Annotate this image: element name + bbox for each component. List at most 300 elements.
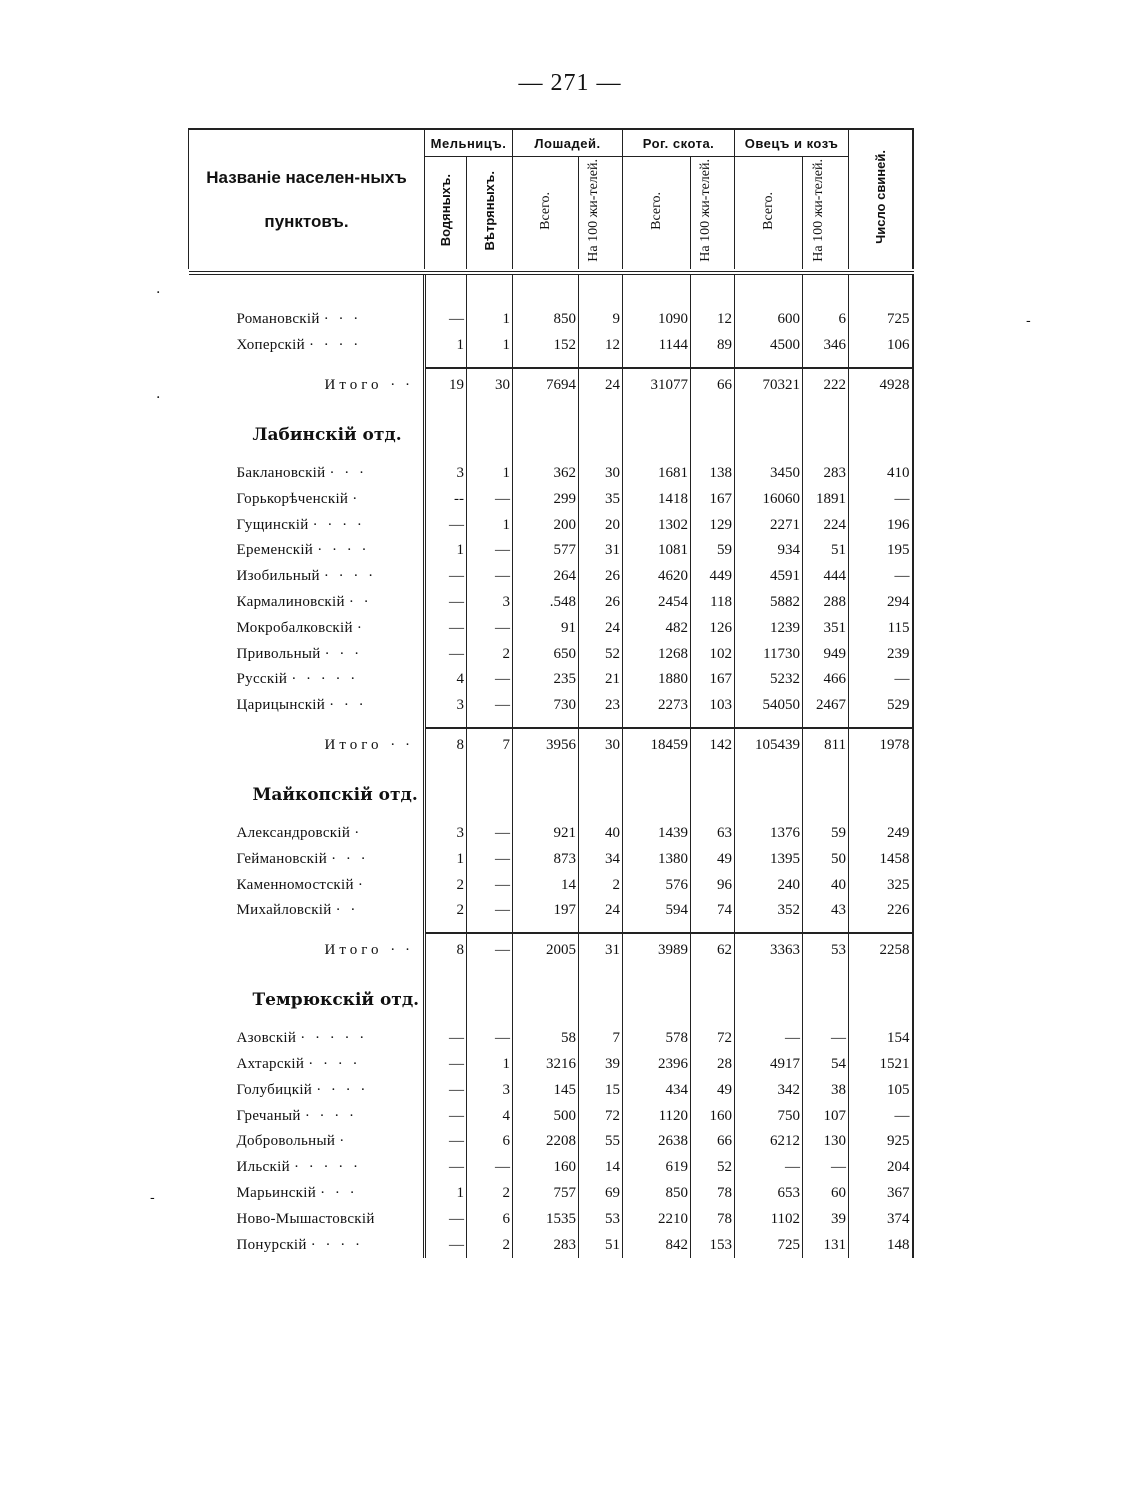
cell-cattle: 842: [623, 1232, 691, 1258]
cell-sheep100: 811: [803, 728, 849, 763]
table-row: [189, 307, 913, 333]
cell-cattle100: 103: [691, 693, 735, 719]
cell-water: 3: [425, 821, 467, 847]
cell-wind: 1: [467, 512, 513, 538]
cell-water: 1: [425, 1181, 467, 1207]
cell-horses: 283: [513, 1232, 579, 1258]
cell-sheep100: 346: [803, 333, 849, 359]
settlement-name: Привольный · · ·: [189, 641, 425, 667]
cell-water: —: [425, 307, 467, 333]
cell-horses: 299: [513, 486, 579, 512]
cell-horses100: 24: [579, 368, 623, 403]
cell-wind: 3: [467, 1077, 513, 1103]
cell-pigs: 374: [849, 1206, 913, 1232]
settlement-name: Изобильный · · · ·: [189, 564, 425, 590]
cell-cattle100: 59: [691, 538, 735, 564]
cell-cattle100: 126: [691, 615, 735, 641]
cell-cattle: 1880: [623, 667, 691, 693]
cell-water: 1: [425, 846, 467, 872]
settlement-name: Александровскій ·: [189, 821, 425, 847]
settlement-name: Баклановскій · · ·: [189, 461, 425, 487]
table-row: [189, 461, 913, 487]
cell-sheep: 352: [735, 898, 803, 924]
cell-sheep: 54050: [735, 693, 803, 719]
cell-sheep: 725: [735, 1232, 803, 1258]
cell-cattle: 2638: [623, 1129, 691, 1155]
cell-wind: 6: [467, 1206, 513, 1232]
cell-cattle: 576: [623, 872, 691, 898]
cell-wind: 2: [467, 1232, 513, 1258]
cell-horses100: 53: [579, 1206, 623, 1232]
cell-sheep: 653: [735, 1181, 803, 1207]
settlement-name: Русскій · · · · ·: [189, 667, 425, 693]
cell-pigs: 195: [849, 538, 913, 564]
margin-dot: ·: [156, 285, 161, 301]
cell-horses: 1535: [513, 1206, 579, 1232]
cell-water: 1: [425, 333, 467, 359]
section-title: Майкопскій отд.: [189, 763, 425, 809]
cell-cattle100: 28: [691, 1052, 735, 1078]
settlement-name: Михайловскій · ·: [189, 898, 425, 924]
cell-cattle100: 63: [691, 821, 735, 847]
cell-horses100: 24: [579, 615, 623, 641]
cell-horses: 7694: [513, 368, 579, 403]
cell-cattle100: 72: [691, 1026, 735, 1052]
cell-water: 3: [425, 461, 467, 487]
cell-cattle: 2210: [623, 1206, 691, 1232]
settlement-name: Добровольный ·: [189, 1129, 425, 1155]
cell-wind: 1: [467, 461, 513, 487]
cell-cattle: 1144: [623, 333, 691, 359]
cell-horses100: 7: [579, 1026, 623, 1052]
cell-sheep100: 130: [803, 1129, 849, 1155]
cell-water: —: [425, 1155, 467, 1181]
cell-horses: 757: [513, 1181, 579, 1207]
settlement-name: Мокробалковскій ·: [189, 615, 425, 641]
cell-cattle100: 118: [691, 590, 735, 616]
cell-pigs: 154: [849, 1026, 913, 1052]
cell-cattle: 850: [623, 1181, 691, 1207]
cell-sheep: 4917: [735, 1052, 803, 1078]
cell-cattle100: 66: [691, 1129, 735, 1155]
cell-horses: 730: [513, 693, 579, 719]
header-sheep-per100: На 100 жи-телей.: [803, 157, 849, 270]
cell-horses: 264: [513, 564, 579, 590]
margin-dot: -: [1026, 313, 1031, 329]
cell-pigs: 226: [849, 898, 913, 924]
table-row: [189, 1026, 913, 1052]
table-row: [189, 821, 913, 847]
cell-sheep100: 6: [803, 307, 849, 333]
cell-horses: 91: [513, 615, 579, 641]
cell-pigs: 1458: [849, 846, 913, 872]
cell-sheep: 934: [735, 538, 803, 564]
cell-wind: 4: [467, 1103, 513, 1129]
cell-sheep100: 283: [803, 461, 849, 487]
total-row: [189, 933, 913, 968]
cell-cattle: 578: [623, 1026, 691, 1052]
cell-horses100: 30: [579, 461, 623, 487]
cell-sheep100: 131: [803, 1232, 849, 1258]
cell-cattle: 2273: [623, 693, 691, 719]
settlement-name: Итого · ·: [189, 933, 425, 968]
cell-horses: 2208: [513, 1129, 579, 1155]
cell-horses100: 51: [579, 1232, 623, 1258]
cell-horses100: 34: [579, 846, 623, 872]
cell-wind: —: [467, 615, 513, 641]
header-group-horses: Лошадей.: [513, 129, 623, 157]
cell-sheep: 70321: [735, 368, 803, 403]
cell-sheep100: 59: [803, 821, 849, 847]
cell-wind: —: [467, 872, 513, 898]
header-group-mills: Мельницъ.: [425, 129, 513, 157]
cell-pigs: —: [849, 667, 913, 693]
cell-cattle: 482: [623, 615, 691, 641]
cell-sheep100: 444: [803, 564, 849, 590]
settlement-name: Итого · ·: [189, 368, 425, 403]
cell-cattle: 1380: [623, 846, 691, 872]
cell-sheep: 240: [735, 872, 803, 898]
table-row: [189, 615, 913, 641]
settlement-name: Итого · ·: [189, 728, 425, 763]
cell-sheep: 11730: [735, 641, 803, 667]
header-water-mills: Водяныхъ.: [425, 157, 467, 270]
cell-cattle100: 66: [691, 368, 735, 403]
cell-sheep100: —: [803, 1155, 849, 1181]
cell-horses100: 20: [579, 512, 623, 538]
spacer-row: [189, 273, 913, 307]
table-row: [189, 1155, 913, 1181]
cell-cattle: 1120: [623, 1103, 691, 1129]
cell-pigs: 204: [849, 1155, 913, 1181]
cell-cattle: 31077: [623, 368, 691, 403]
cell-wind: 6: [467, 1129, 513, 1155]
cell-sheep100: 351: [803, 615, 849, 641]
table-row: [189, 1206, 913, 1232]
cell-water: 8: [425, 933, 467, 968]
cell-horses100: 9: [579, 307, 623, 333]
cell-sheep100: 54: [803, 1052, 849, 1078]
cell-pigs: 105: [849, 1077, 913, 1103]
cell-sheep: 1102: [735, 1206, 803, 1232]
total-row: [189, 368, 913, 403]
cell-horses: 921: [513, 821, 579, 847]
cell-cattle100: 12: [691, 307, 735, 333]
cell-water: —: [425, 1103, 467, 1129]
cell-cattle100: 167: [691, 667, 735, 693]
cell-horses100: 26: [579, 590, 623, 616]
cell-sheep100: 224: [803, 512, 849, 538]
cell-horses100: 72: [579, 1103, 623, 1129]
cell-horses: 200: [513, 512, 579, 538]
cell-wind: —: [467, 846, 513, 872]
cell-wind: —: [467, 486, 513, 512]
cell-pigs: 410: [849, 461, 913, 487]
cell-sheep100: 38: [803, 1077, 849, 1103]
section-title: Лабинскій отд.: [189, 403, 425, 449]
cell-cattle100: 49: [691, 1077, 735, 1103]
settlement-name: Романовскій · · ·: [189, 307, 425, 333]
cell-cattle: 3989: [623, 933, 691, 968]
table-row: [189, 846, 913, 872]
cell-pigs: 115: [849, 615, 913, 641]
header-cattle-total: Всего.: [623, 157, 691, 270]
cell-pigs: 925: [849, 1129, 913, 1155]
cell-sheep100: 222: [803, 368, 849, 403]
settlement-name: Горькорѣченскій ·: [189, 486, 425, 512]
table-row: [189, 1103, 913, 1129]
cell-horses: 2005: [513, 933, 579, 968]
cell-wind: —: [467, 538, 513, 564]
table-row: [189, 872, 913, 898]
cell-cattle: 619: [623, 1155, 691, 1181]
cell-cattle100: 78: [691, 1181, 735, 1207]
settlement-name: Голубицкій · · · ·: [189, 1077, 425, 1103]
cell-sheep100: 50: [803, 846, 849, 872]
cell-horses: 152: [513, 333, 579, 359]
cell-sheep100: 288: [803, 590, 849, 616]
margin-dot: -: [150, 1190, 155, 1206]
settlement-name: Марьинскій · · ·: [189, 1181, 425, 1207]
cell-horses100: 30: [579, 728, 623, 763]
cell-cattle100: 52: [691, 1155, 735, 1181]
settlement-name: Хоперскій · · · ·: [189, 333, 425, 359]
cell-cattle100: 62: [691, 933, 735, 968]
cell-cattle100: 89: [691, 333, 735, 359]
cell-sheep100: 53: [803, 933, 849, 968]
settlement-name: Царицынскій · · ·: [189, 693, 425, 719]
cell-wind: —: [467, 1026, 513, 1052]
spacer-row: [189, 809, 913, 821]
table-row: [189, 1232, 913, 1258]
cell-cattle: 434: [623, 1077, 691, 1103]
spacer-row: [189, 719, 913, 728]
table-row: [189, 641, 913, 667]
cell-horses: 362: [513, 461, 579, 487]
settlement-name: Каменномостскій ·: [189, 872, 425, 898]
cell-water: 1: [425, 538, 467, 564]
cell-wind: —: [467, 933, 513, 968]
cell-pigs: 196: [849, 512, 913, 538]
cell-horses100: 24: [579, 898, 623, 924]
table-row: [189, 333, 913, 359]
cell-horses: 197: [513, 898, 579, 924]
cell-wind: 1: [467, 1052, 513, 1078]
cell-wind: —: [467, 1155, 513, 1181]
cell-wind: 7: [467, 728, 513, 763]
table-row: [189, 590, 913, 616]
cell-wind: 2: [467, 641, 513, 667]
cell-horses: 14: [513, 872, 579, 898]
table-row: [189, 564, 913, 590]
cell-horses100: 26: [579, 564, 623, 590]
cell-cattle100: 142: [691, 728, 735, 763]
cell-cattle100: 129: [691, 512, 735, 538]
header-horses-per100: На 100 жи-телей.: [579, 157, 623, 270]
cell-cattle100: 74: [691, 898, 735, 924]
cell-wind: —: [467, 693, 513, 719]
cell-pigs: 325: [849, 872, 913, 898]
cell-horses: 650: [513, 641, 579, 667]
cell-cattle100: 449: [691, 564, 735, 590]
cell-cattle100: 167: [691, 486, 735, 512]
table-row: [189, 1077, 913, 1103]
section-header-row: [189, 403, 913, 449]
table-row: [189, 693, 913, 719]
cell-sheep: 2271: [735, 512, 803, 538]
cell-horses100: 35: [579, 486, 623, 512]
cell-cattle100: 49: [691, 846, 735, 872]
cell-cattle100: 153: [691, 1232, 735, 1258]
cell-water: —: [425, 1026, 467, 1052]
margin-dot: ·: [156, 390, 161, 406]
cell-sheep: 750: [735, 1103, 803, 1129]
spacer-row: [189, 924, 913, 933]
section-header-row: [189, 763, 913, 809]
livestock-table: [188, 128, 914, 1258]
cell-sheep100: 60: [803, 1181, 849, 1207]
cell-horses: 577: [513, 538, 579, 564]
cell-wind: —: [467, 821, 513, 847]
cell-water: —: [425, 1077, 467, 1103]
cell-water: 4: [425, 667, 467, 693]
cell-water: —: [425, 615, 467, 641]
cell-pigs: 294: [849, 590, 913, 616]
cell-sheep100: 40: [803, 872, 849, 898]
cell-pigs: 148: [849, 1232, 913, 1258]
table-row: [189, 667, 913, 693]
spacer-row: [189, 359, 913, 368]
cell-wind: 30: [467, 368, 513, 403]
cell-sheep100: 43: [803, 898, 849, 924]
cell-sheep: 5882: [735, 590, 803, 616]
cell-cattle: 1439: [623, 821, 691, 847]
cell-pigs: —: [849, 1103, 913, 1129]
table-body: [189, 273, 913, 1258]
settlement-name: Гущинскій · · · ·: [189, 512, 425, 538]
settlement-name: Понурскій · · · ·: [189, 1232, 425, 1258]
cell-sheep: 342: [735, 1077, 803, 1103]
cell-wind: —: [467, 898, 513, 924]
cell-wind: 1: [467, 307, 513, 333]
cell-cattle: 1081: [623, 538, 691, 564]
cell-sheep: 3363: [735, 933, 803, 968]
cell-pigs: —: [849, 486, 913, 512]
spacer-row: [189, 449, 913, 461]
cell-horses: 145: [513, 1077, 579, 1103]
cell-wind: 1: [467, 333, 513, 359]
cell-water: 2: [425, 898, 467, 924]
cell-cattle: 594: [623, 898, 691, 924]
cell-cattle100: 96: [691, 872, 735, 898]
cell-cattle: 1302: [623, 512, 691, 538]
cell-pigs: 249: [849, 821, 913, 847]
cell-horses: 58: [513, 1026, 579, 1052]
section-header-row: [189, 968, 913, 1014]
cell-water: —: [425, 564, 467, 590]
cell-cattle100: 102: [691, 641, 735, 667]
cell-horses100: 15: [579, 1077, 623, 1103]
cell-sheep: 4500: [735, 333, 803, 359]
cell-cattle: 2454: [623, 590, 691, 616]
header-horses-total: Всего.: [513, 157, 579, 270]
cell-horses100: 12: [579, 333, 623, 359]
table-row: [189, 898, 913, 924]
cell-sheep100: 949: [803, 641, 849, 667]
table-row: [189, 512, 913, 538]
cell-sheep: 3450: [735, 461, 803, 487]
cell-cattle: 18459: [623, 728, 691, 763]
cell-sheep100: —: [803, 1026, 849, 1052]
cell-cattle: 1268: [623, 641, 691, 667]
cell-horses: 235: [513, 667, 579, 693]
cell-sheep100: 107: [803, 1103, 849, 1129]
cell-horses: 500: [513, 1103, 579, 1129]
cell-water: 19: [425, 368, 467, 403]
settlement-name: Кармалиновскій · ·: [189, 590, 425, 616]
cell-wind: 2: [467, 1181, 513, 1207]
cell-horses100: 21: [579, 667, 623, 693]
cell-water: —: [425, 1052, 467, 1078]
cell-pigs: 239: [849, 641, 913, 667]
cell-sheep100: 1891: [803, 486, 849, 512]
cell-horses: 160: [513, 1155, 579, 1181]
total-row: [189, 728, 913, 763]
settlement-name: Еременскій · · · ·: [189, 538, 425, 564]
cell-horses: 3956: [513, 728, 579, 763]
cell-wind: 3: [467, 590, 513, 616]
table-row: [189, 1129, 913, 1155]
cell-sheep: 6212: [735, 1129, 803, 1155]
cell-sheep: 4591: [735, 564, 803, 590]
settlement-name: Ахтарскій · · · ·: [189, 1052, 425, 1078]
settlement-name: Гречаный · · · ·: [189, 1103, 425, 1129]
cell-water: 8: [425, 728, 467, 763]
cell-pigs: 4928: [849, 368, 913, 403]
header-group-sheep: Овецъ и козъ: [735, 129, 849, 157]
cell-horses: .548: [513, 590, 579, 616]
section-title: Темрюкскій отд.: [189, 968, 425, 1014]
cell-sheep: 1395: [735, 846, 803, 872]
cell-horses100: 39: [579, 1052, 623, 1078]
cell-water: 2: [425, 872, 467, 898]
cell-horses: 850: [513, 307, 579, 333]
cell-cattle: 1681: [623, 461, 691, 487]
cell-cattle100: 138: [691, 461, 735, 487]
cell-pigs: 725: [849, 307, 913, 333]
settlement-name: Ильскій · · · · ·: [189, 1155, 425, 1181]
header-group-cattle: Рог. скота.: [623, 129, 735, 157]
cell-water: —: [425, 1232, 467, 1258]
cell-horses100: 52: [579, 641, 623, 667]
page-number: — 271 —: [518, 70, 622, 96]
cell-pigs: —: [849, 564, 913, 590]
cell-cattle100: 160: [691, 1103, 735, 1129]
cell-wind: —: [467, 667, 513, 693]
cell-water: —: [425, 512, 467, 538]
cell-horses100: 31: [579, 538, 623, 564]
cell-sheep: —: [735, 1155, 803, 1181]
cell-pigs: 1978: [849, 728, 913, 763]
table-row: [189, 486, 913, 512]
cell-sheep: 16060: [735, 486, 803, 512]
settlement-name: Азовскій · · · · ·: [189, 1026, 425, 1052]
cell-horses100: 31: [579, 933, 623, 968]
cell-pigs: 106: [849, 333, 913, 359]
cell-wind: —: [467, 564, 513, 590]
settlement-name: Геймановскій · · ·: [189, 846, 425, 872]
header-pigs: Число свиней.: [849, 129, 913, 269]
